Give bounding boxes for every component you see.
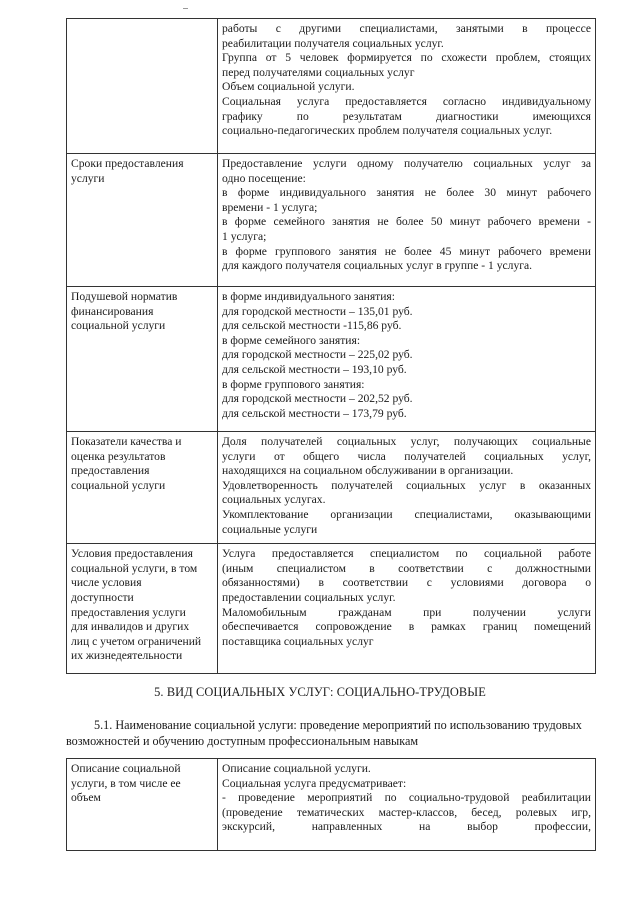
text-line: услуги от общего числа получателей социальных услуг, xyxy=(222,449,591,463)
text-line: Социальная услуга предусматривает: xyxy=(222,776,407,790)
text-line: Описание социальной услуги. xyxy=(222,762,371,775)
text-line: для сельской местности – 193,10 руб. xyxy=(222,362,407,376)
table-row xyxy=(67,154,596,287)
text-line: для городской местности – 135,01 руб. xyxy=(222,304,413,318)
text-line: 1 услуга; xyxy=(222,229,267,243)
text-line: находящихся на социальном обслуживании в организации. xyxy=(222,464,514,478)
text-line: реабилитации получателя социальных услуг. xyxy=(222,36,444,50)
row-value-description xyxy=(218,759,596,851)
text-line: в форме индивидуального занятия не более 30 минут рабочего xyxy=(222,186,591,200)
label-line: лиц с учетом ограничений xyxy=(71,634,202,648)
text-line: перед получателями социальных услуг xyxy=(222,65,415,79)
text-line: социально-педагогических проблем получателя социальных услуг. xyxy=(222,124,553,138)
text-line: времени - 1 услуга; xyxy=(222,200,318,214)
scan-mark xyxy=(183,8,188,9)
text-line: для городской местности – 202,52 руб. xyxy=(222,392,413,406)
text-line: экскурсий, направленных на выбор профессии, xyxy=(222,820,591,834)
row-label-financing xyxy=(67,287,218,432)
service-table-continued xyxy=(66,18,596,674)
label-line: для инвалидов и других xyxy=(71,620,190,634)
text-line: (иным специалистом в соответствии с должностными xyxy=(222,561,591,575)
label-line: услуги, в том числе ее xyxy=(71,776,181,790)
text-line: Доля получателей социальных услуг, получающих социальные xyxy=(222,435,591,448)
service-description-table xyxy=(66,758,596,851)
label-line: объем xyxy=(71,791,101,805)
row-value-conditions xyxy=(218,544,596,674)
table-row xyxy=(67,19,596,154)
text-line: Социальная услуга предоставляется согласно индивидуальному xyxy=(222,94,591,108)
text-line: для каждого получателя социальных услуг в группе - 1 услуга. xyxy=(222,259,533,273)
text-line: графику по результатам диагностики имеющихся xyxy=(222,109,591,123)
text-line: Объем социальной услуги. xyxy=(222,80,355,94)
row-value-terms xyxy=(218,154,596,287)
table-row xyxy=(67,287,596,432)
row-value-group-work xyxy=(218,19,596,154)
label-line: доступности xyxy=(71,590,134,604)
label-line: Показатели качества и xyxy=(71,435,182,448)
text-line: в форме группового занятия: xyxy=(222,377,365,391)
label-line: числе условия xyxy=(71,576,142,590)
text-line: для городской местности – 225,02 руб. xyxy=(222,348,413,362)
paragraph-line: 5.1. Наименование социальной услуги: проведение мероприятий по использованию трудовых xyxy=(94,718,582,732)
label-line: предоставления xyxy=(71,464,150,478)
label-line: социальной услуги xyxy=(71,319,166,333)
text-line: Маломобильным гражданам при получении услуги xyxy=(222,605,591,619)
text-line: - проведение мероприятий по социально-трудовой реабилитации xyxy=(222,791,591,805)
text-line: в форме индивидуального занятия: xyxy=(222,290,395,303)
label-line: социальной услуги xyxy=(71,478,166,492)
text-line: обязанностями) в соответствии с условиями договора о xyxy=(222,576,591,590)
text-line: Услуга предоставляется специалистом по социальной работе xyxy=(222,547,591,561)
text-line: одно посещение: xyxy=(222,171,306,185)
label-line: финансирования xyxy=(71,304,154,318)
text-line: в форме семейного занятия не более 50 минут рабочего времени - xyxy=(222,215,591,229)
table-row xyxy=(67,544,596,674)
text-line: обеспечивается сопровождение в рамках границ помещений xyxy=(222,620,591,634)
row-value-financing xyxy=(218,287,596,432)
text-line: (проведение тематических мастер-классов, бесед, ролевых игр, xyxy=(222,805,591,819)
text-line: работы с другими специалистами, занятыми в процессе xyxy=(222,22,591,35)
text-line: Укомплектование организации специалистами, оказывающими xyxy=(222,507,591,521)
label-line: их жизнедеятельности xyxy=(71,649,183,663)
text-line: для сельской местности -115,86 руб. xyxy=(222,319,402,333)
text-line: поставщика социальных услуг xyxy=(222,634,374,648)
text-line: предоставлении социальных услуг. xyxy=(222,590,396,604)
text-line: социальные услуги xyxy=(222,522,318,536)
text-line: социальных услугах. xyxy=(222,493,326,507)
label-line: предоставления услуги xyxy=(71,605,186,619)
service-name-paragraph xyxy=(66,717,632,749)
label-line: Подушевой норматив xyxy=(71,290,178,303)
text-line: Удовлетворенность получателей социальных услуг в оказанных xyxy=(222,478,591,492)
table-row xyxy=(67,759,596,851)
table-row xyxy=(67,432,596,544)
text-line: в форме группового занятия не более 45 минут рабочего времени xyxy=(222,244,591,258)
text-line: для сельской местности – 173,79 руб. xyxy=(222,406,407,420)
row-label-quality xyxy=(67,432,218,544)
label-line: оценка результатов xyxy=(71,449,166,463)
label-line: Описание социальной xyxy=(71,762,181,775)
row-value-quality xyxy=(218,432,596,544)
label-line: социальной услуги, в том xyxy=(71,561,198,575)
text-line: Группа от 5 человек формируется по схожести проблем, стоящих xyxy=(222,51,591,65)
section-heading: 5. ВИД СОЦИАЛЬНЫХ УСЛУГ: СОЦИАЛЬНО-ТРУДОВЫЕ xyxy=(154,685,486,699)
label-line: Сроки предоставления xyxy=(71,157,184,170)
row-label-conditions xyxy=(67,544,218,674)
row-label-empty xyxy=(67,19,218,154)
label-line: услуги xyxy=(71,171,105,185)
label-line: Условия предоставления xyxy=(71,547,193,561)
text-line: Предоставление услуги одному получателю социальных услуг за xyxy=(222,157,591,170)
row-label-description xyxy=(67,759,218,851)
paragraph-line: возможностей и обучению доступным профессиональным навыкам xyxy=(66,734,419,748)
text-line: в форме семейного занятия: xyxy=(222,333,361,347)
row-label-terms xyxy=(67,154,218,287)
